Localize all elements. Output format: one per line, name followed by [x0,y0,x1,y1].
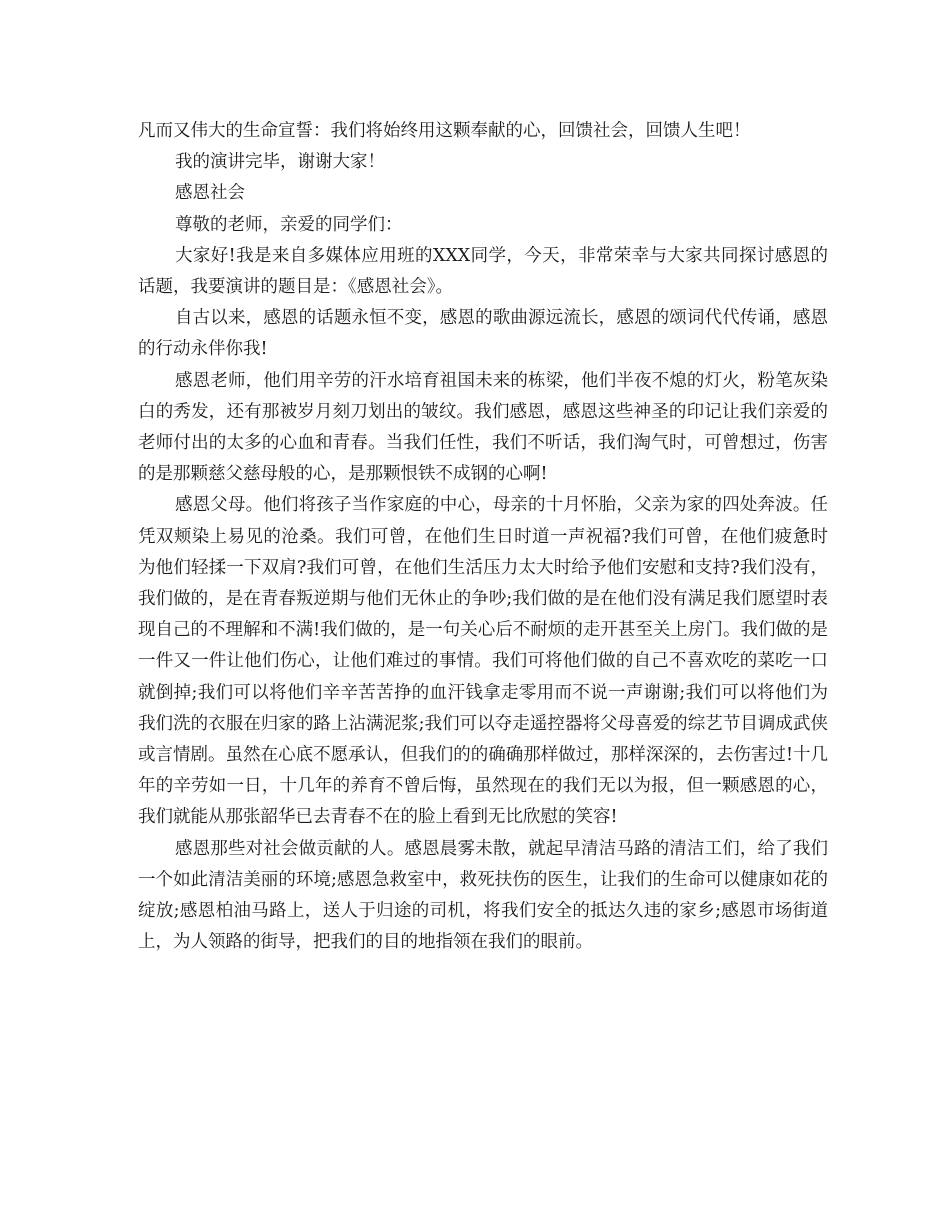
paragraph-greeting: 大家好!我是来自多媒体应用班的XXX同学，今天，非常荣幸与大家共同探讨感恩的话题，我要演讲的题目是：《感恩社会》。 [138,245,828,298]
salutation: 尊敬的老师，亲爱的同学们： [175,214,403,235]
speech-title: 感恩社会 [175,183,245,204]
paragraph-since-ancient-times: 自古以来，感恩的话题永恒不变，感恩的歌曲源远流长，感恩的颂词代代传诵，感恩的行动永伴你我! [138,308,828,360]
paragraph-thanks: 我的演讲完毕，谢谢大家！ [175,152,385,173]
document-body [138,116,828,958]
paragraph-thank-contributors: 感恩那些对社会做贡献的人。感恩晨雾未散，就起早清洁马路的清洁工们，给了我们一个如此清洁美丽的环境;感恩急救室中，救死扶伤的医生，让我们的生命可以健康如花的绽放;感恩柏油马路上，送人于归途的司机，将我们安全的抵达久违的家乡;感恩市场街道上，为人领路的街导，把我们的目的地指领在我们的眼前。 [138,838,828,953]
paragraph-thank-teachers: 感恩老师，他们用辛劳的汗水培育祖国未来的栋梁，他们半夜不熄的灯火，粉笔灰染白的秀发，还有那被岁月刻刀划出的皱纹。我们感恩，感恩这些神圣的印记让我们亲爱的老师付出的太多的心血和青春。当我们任性，我们不听话，我们淘气时，可曾想过，伤害的是那颗慈父慈母般的心，是那颗恨铁不成钢的心啊! [138,370,828,485]
paragraph-closing-vow: 凡而又伟大的生命宣誓：我们将始终用这颗奉献的心，回馈社会，回馈人生吧！ [138,121,751,141]
paragraph-thank-parents: 感恩父母。他们将孩子当作家庭的中心，母亲的十月怀胎，父亲为家的四处奔波。任凭双颊染上易见的沧桑。我们可曾，在他们生日时道一声祝福?我们可曾，在他们疲惫时为他们轻揉一下双肩?我们可曾，在他们生活压力太大时给予他们安慰和支持?我们没有，我们做的，是在青春叛逆期与他们无休止的争吵;我们做的是在他们没有满足我们愿望时表现自己的不理解和不满!我们做的，是一句关心后不耐烦的走开甚至关上房门。我们做的是一件又一件让他们伤心，让他们难过的事情。我们可将他们做的自己不喜欢吃的菜吃一口就倒掉;我们可以将他们辛辛苦苦挣的血汗钱拿走零用而不说一声谢谢;我们可以将他们为我们洗的衣服在归家的路上沾满泥浆;我们可以夺走遥控器将父母喜爱的综艺节目调成武侠或言情剧。虽然在心底不愿承认，但我们的的确确那样做过，那样深深的，去伤害过!十几年的辛劳如一日，十几年的养育不曾后悔，虽然现在的我们无以为报，但一颗感恩的心，我们就能从那张韶华已去青春不在的脸上看到无比欣慰的笑容! [138,495,828,828]
